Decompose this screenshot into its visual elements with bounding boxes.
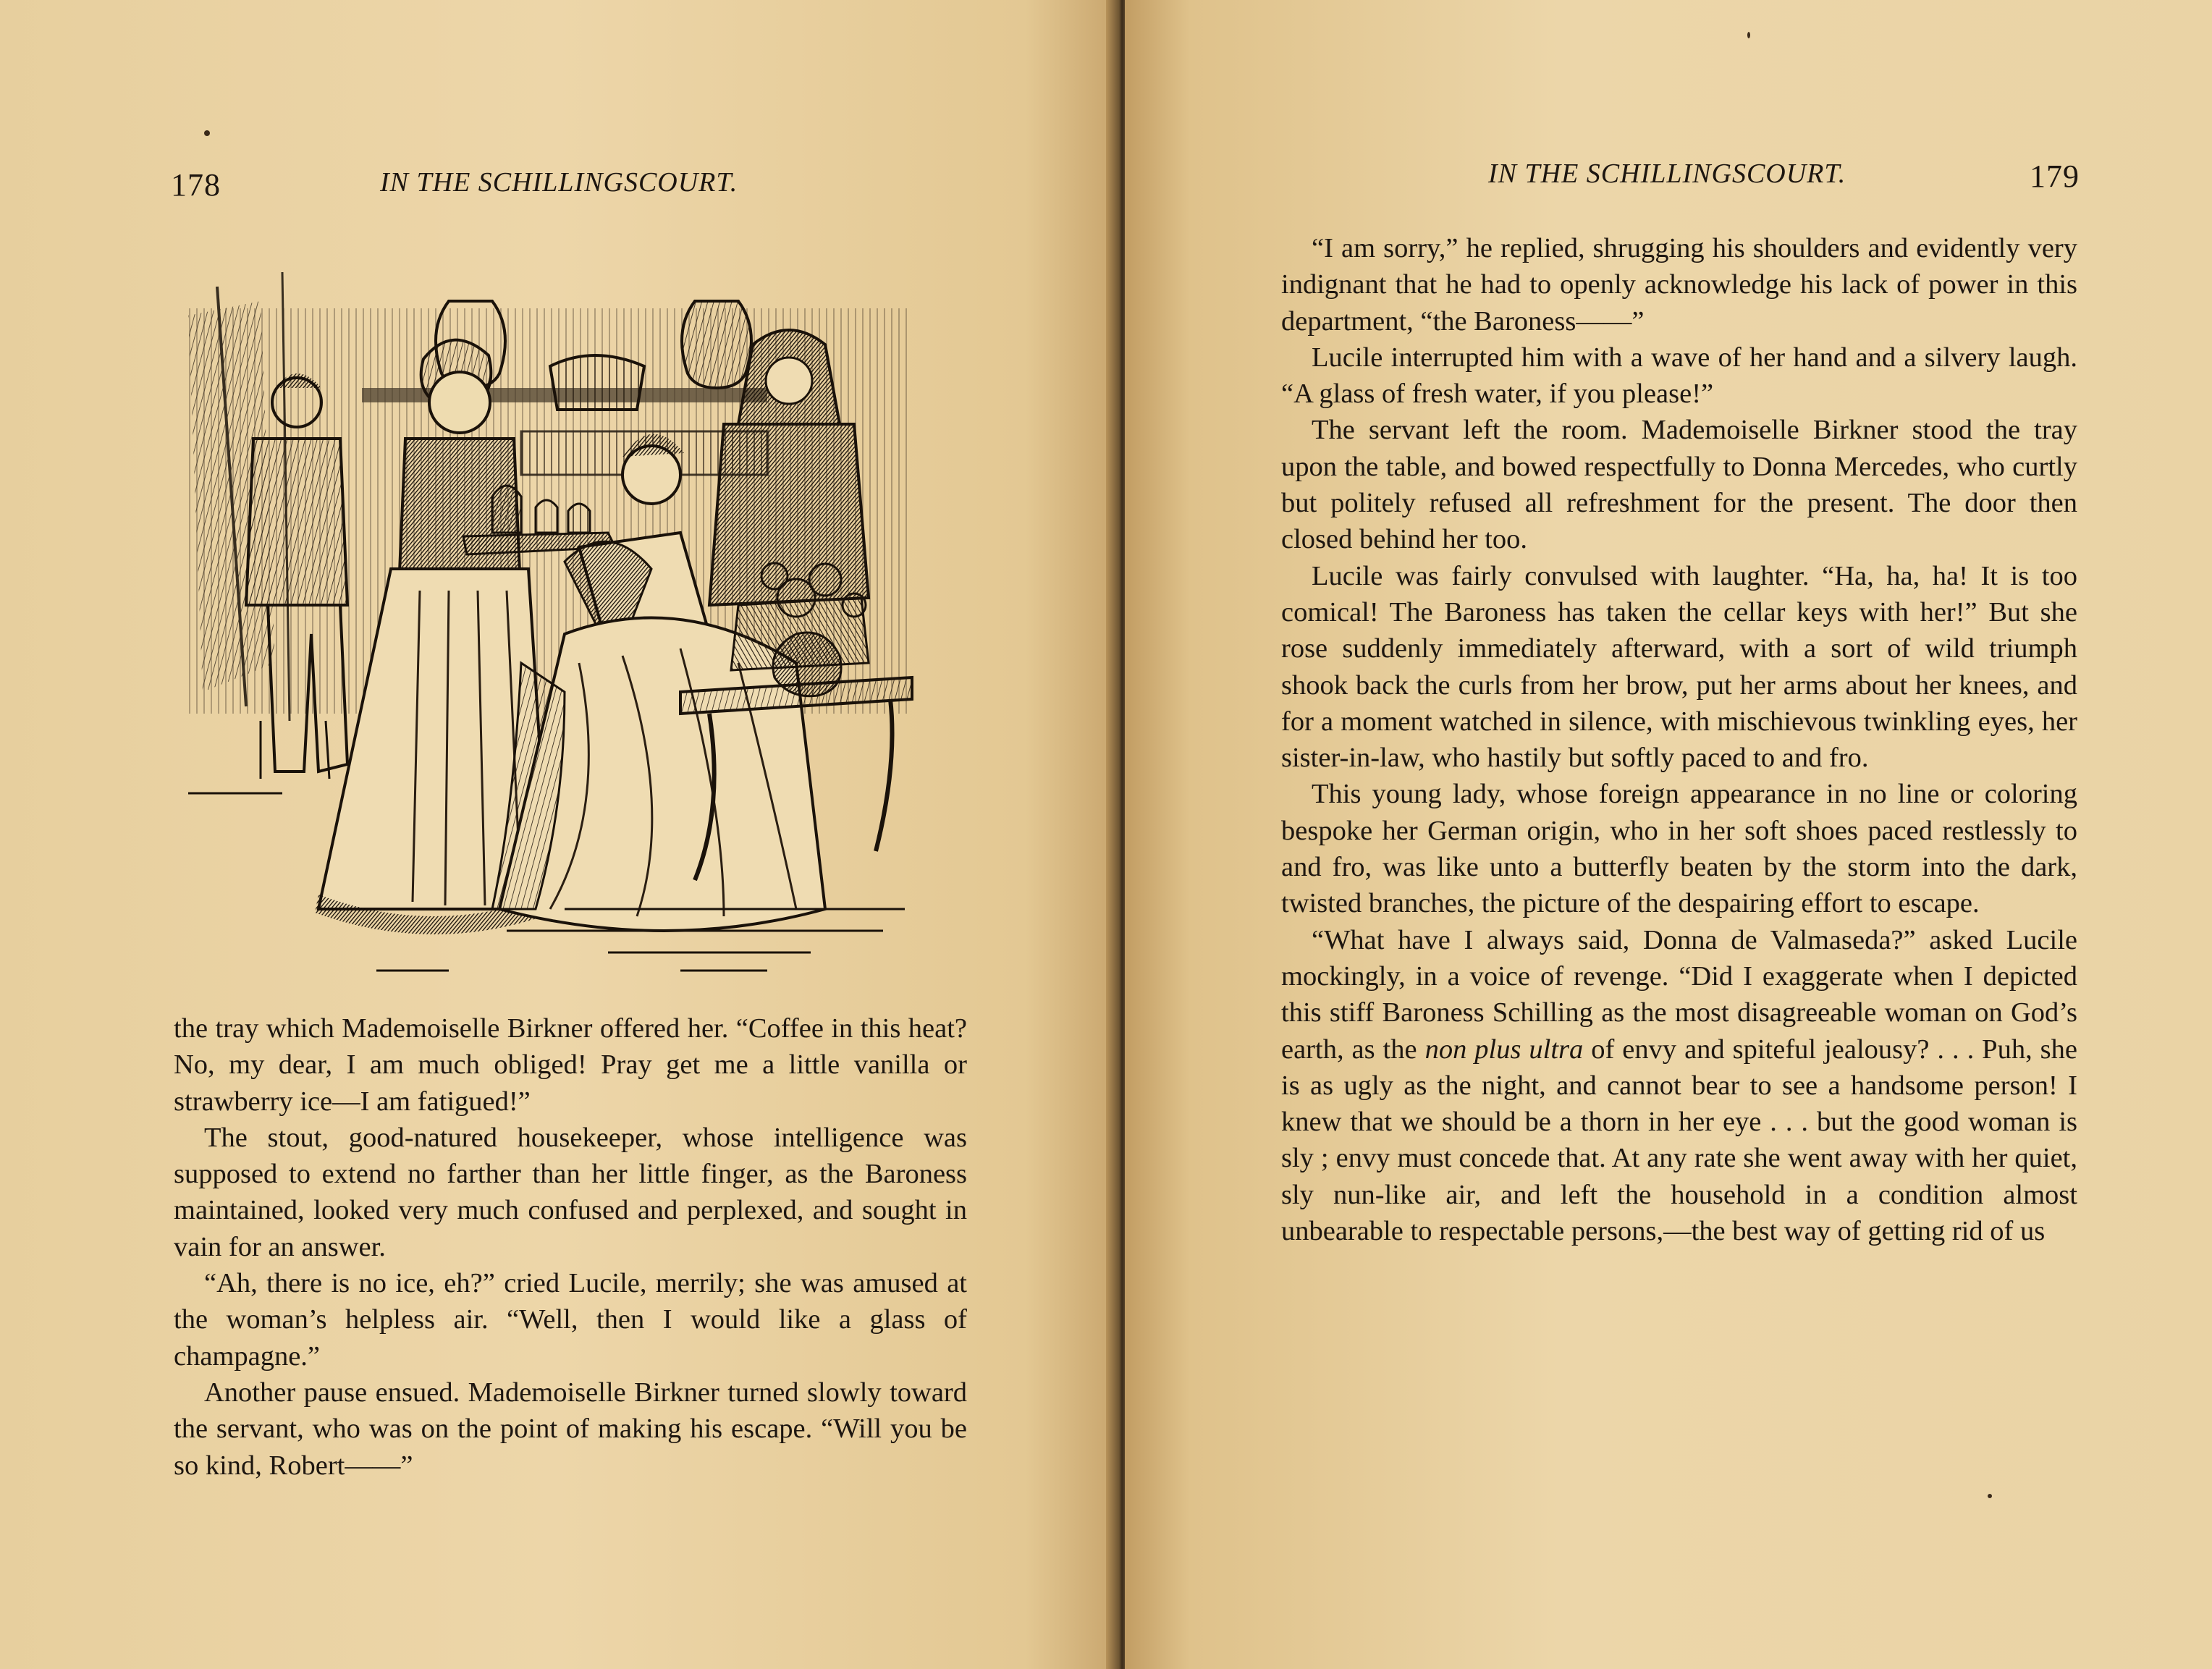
page-number-left: 178 bbox=[171, 167, 221, 203]
paper-speck bbox=[1988, 1494, 1992, 1498]
italic-phrase: non plus ultra bbox=[1424, 1034, 1584, 1065]
left-paragraph-2: The stout, good-natured housekeeper, whose intelligence was supposed to extend no farther than her little finger, as the Baroness maintained, looked very much confused and perplexed, and sought in vain for an answer. bbox=[174, 1122, 967, 1262]
right-paragraph-2: Lucile interrupted him with a wave of her hand and a silvery laugh. “A glass of fresh water, if you please!” bbox=[1281, 342, 2077, 410]
paper-speck bbox=[204, 130, 210, 136]
right-paragraph-6 bbox=[1281, 922, 2077, 1250]
right-paragraph-6-start: “What have I always said, Donna de Valmaseda?” asked Lucile mockingly, in a voice of revenge. “Did I exaggerate when I depicted this stiff Baroness Schilling as the most disagreeable woman on God’s earth, as the bbox=[1281, 924, 2077, 1065]
paper-speck bbox=[1747, 32, 1750, 38]
engraving-illustration bbox=[174, 258, 934, 981]
left-paragraph-4: Another pause ensued. Mademoiselle Birkner turned slowly toward the servant, who was on the point of making his escape. “Will you be so kind, Robert——” bbox=[174, 1377, 967, 1481]
right-paragraph-6-end: of envy and spiteful jealousy? . . . Puh, she is as ugly as the night, and cannot bear to see a handsome person! I knew that we should be a thorn in her eye . . . but the good woman is sly ; envy must concede that. At any rate she went away with her quiet, sly nun-like air, and left the household in a condition almost unbearable to respectable persons,—the best way of getting rid of us bbox=[1281, 1034, 2077, 1247]
running-title-left: IN THE SCHILLINGSCOURT. bbox=[380, 167, 738, 198]
right-page-text bbox=[1281, 230, 2077, 1249]
running-title-right: IN THE SCHILLINGSCOURT. bbox=[1488, 159, 1846, 189]
right-paragraph-4: Lucile was fairly convulsed with laughter. “Ha, ha, ha! It is too comical! The Baroness has taken the cellar keys with her!” But she rose suddenly immediately afterward, with a sort of wild triumph shook back the curls from her brow, put her arms about her knees, and for a moment watched in silence, with mischievous twinkling eyes, her sister-in-law, who hastily but softly paced to and fro. bbox=[1281, 560, 2077, 774]
right-paragraph-3: The servant left the room. Mademoiselle Birkner stood the tray upon the table, and bowed respectfully to Donna Mercedes, who curtly but politely refused all refreshment for the present. The door then closed behind her too. bbox=[1281, 415, 2077, 555]
page-number-right: 179 bbox=[2030, 159, 2080, 194]
left-paragraph-3: “Ah, there is no ice, eh?” cried Lucile, merrily; she was amused at the woman’s helpless air. “Well, then I would like a glass of champagne.” bbox=[174, 1268, 967, 1372]
right-paragraph-5: This young lady, whose foreign appearance in no line or coloring bespoke her German origin, who in her soft shoes paced restlessly to and fro, was like unto a butterfly beaten by the storm into the dark, twisted branches, the picture of the despairing effort to escape. bbox=[1281, 779, 2077, 919]
right-paragraph-1: “I am sorry,” he replied, shrugging his shoulders and evidently very indignant that he had to openly acknowledge his lack of power in this department, “the Baroness——” bbox=[1281, 233, 2077, 337]
left-paragraph-1: the tray which Mademoiselle Birkner offered her. “Coffee in this heat? No, my dear, I am much obliged! Pray get me a little vanilla or strawberry ice—I am fatigued!” bbox=[174, 1013, 967, 1117]
right-page bbox=[1125, 0, 2212, 1669]
left-page-text bbox=[174, 1010, 967, 1484]
